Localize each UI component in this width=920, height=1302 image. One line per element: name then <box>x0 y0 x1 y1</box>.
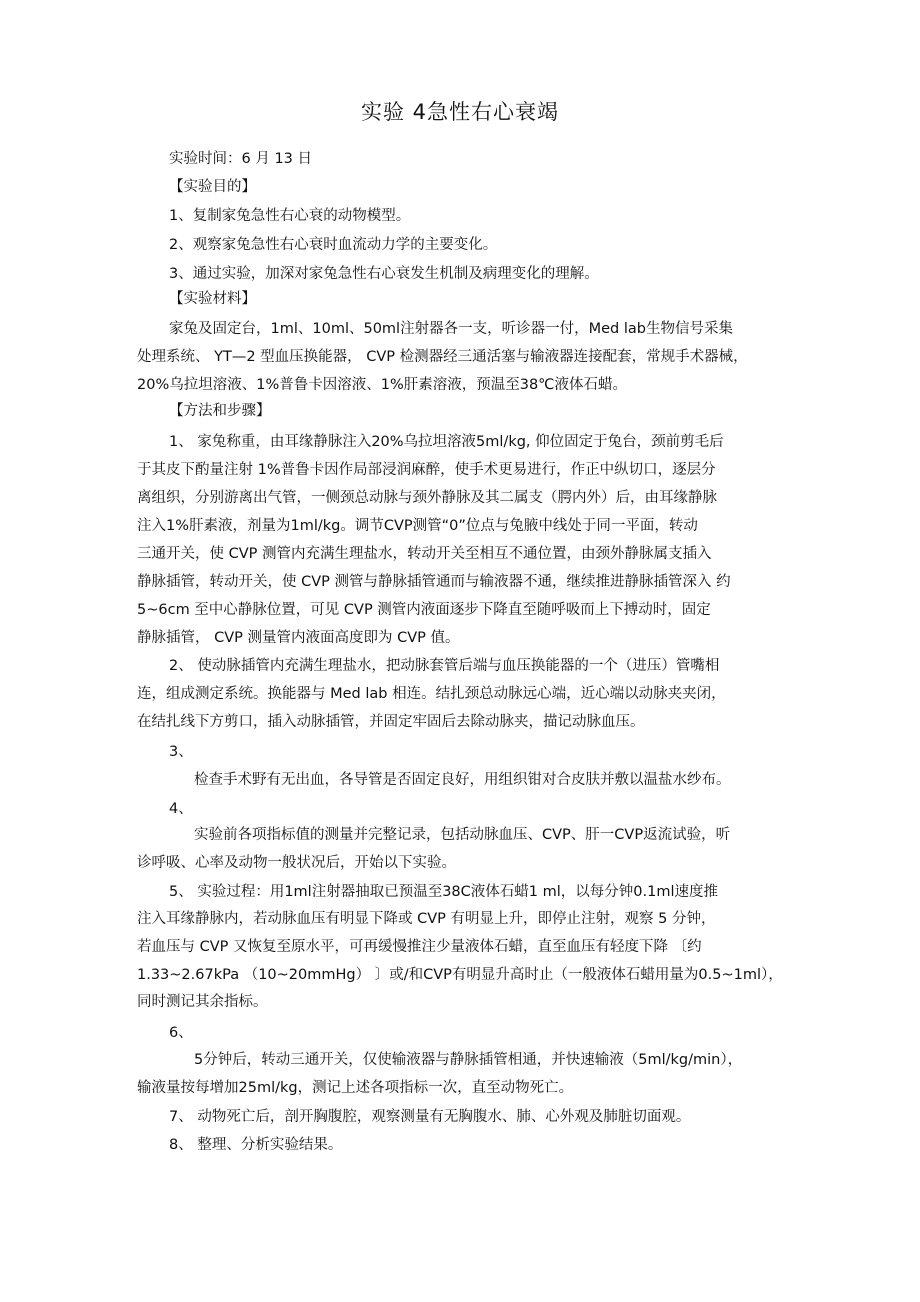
step-line: 离组织，分别游离出气管，一侧颈总动脉与颈外静脉及其二属支（腭内外）后，由耳缘静脉 <box>137 490 717 506</box>
step-line: 实验前各项指标值的测量并完整记录，包括动脉血压、CVP、肝一CVP返流试验，听 <box>194 827 731 843</box>
date-line: 实验时间：6 月 13 日 <box>169 151 313 167</box>
purpose-item: 1、复制家兔急性右心衰的动物模型。 <box>169 208 411 224</box>
step-line: 在结扎线下方剪口，插入动脉插管，并固定牢固后去除动脉夹，描记动脉血压。 <box>137 714 645 730</box>
step-line: 检查手术野有无出血，各导管是否固定良好，用组织钳对合皮肤并敷以温盐水纱布。 <box>194 772 731 788</box>
purpose-item: 3、通过实验，加深对家兔急性右心衰发生机制及病理变化的理解。 <box>169 266 599 282</box>
step-number: 3、 <box>169 744 193 760</box>
step-number: 4、 <box>169 801 193 817</box>
page-title: 实验 4急性右心衰竭 <box>360 100 560 124</box>
step-line: 静脉插管， CVP 测量管内液面高度即为 CVP 值。 <box>137 630 460 646</box>
step-line: 三通开关，使 CVP 测管内充满生理盐水，转动开关至相互不通位置，由颈外静脉属支插入 <box>137 546 712 562</box>
step-line: 5、 实验过程：用1ml注射器抽取已预温至38C液体石蜡1 ml，以每分钟0.1ml速度推 <box>169 884 718 900</box>
materials-line: 处理系统、 YT—2 型血压换能器， CVP 检测器经三通活塞与输液器连接配套，常规手术器械， <box>137 349 748 365</box>
step-line: 8、 整理、分析实验结果。 <box>169 1137 343 1153</box>
step-number: 6、 <box>169 1025 193 1041</box>
purpose-item: 2、观察家兔急性右心衰时血流动力学的主要变化。 <box>169 237 498 253</box>
section-heading-purpose: 【实验目的】 <box>169 179 256 195</box>
materials-line: 20%乌拉坦溶液、1%普鲁卡因溶液、1%肝素溶液，预温至38℃液体石蜡。 <box>137 377 627 393</box>
step-line: 1.33~2.67kPa （10~20mmHg） 〕或/和CVP有明显升高时止（一般液体石蜡用量为0.5~1ml）， <box>137 967 783 983</box>
step-line: 于其皮下酌量注射 1%普鲁卡因作局部浸润麻醉，使手术更易进行，作正中纵切口，逐层分 <box>137 462 716 478</box>
step-line: 7、 动物死亡后，剖开胸腹腔，观察测量有无胸腹水、肺、心外观及肺脏切面观。 <box>169 1109 691 1125</box>
section-heading-materials: 【实验材料】 <box>169 291 256 307</box>
step-line: 若血压与 CVP 又恢复至原水平，可再缓慢推注少量液体石蜡，直至血压有轻度下降 〔约 <box>137 939 702 955</box>
materials-line: 家兔及固定台，1ml、10ml、50ml注射器各一支，听诊器一付，Med lab生物信号采集 <box>169 321 733 337</box>
step-line: 2、 使动脉插管内充满生理盐水，把动脉套管后端与血压换能器的一个（进压）管嘴相 <box>169 658 720 674</box>
step-line: 诊呼吸、心率及动物一般状况后，开始以下实验。 <box>137 855 456 871</box>
step-line: 注入1%肝素液，剂量为1ml/kg。调节CVP测管“0”位点与兔腋中线处于同一平面，转动 <box>137 518 698 534</box>
step-line: 静脉插管，转动开关，使 CVP 测管与静脉插管通而与输液器不通，继续推进静脉插管深入 约 <box>137 574 731 590</box>
step-line: 连，组成测定系统。换能器与 Med lab 相连。结扎颈总动脉远心端，近心端以动脉夹夹闭， <box>137 686 726 702</box>
step-line: 1、 家兔称重，由耳缘静脉注入20%乌拉坦溶液5ml/kg, 仰位固定于兔台，颈前剪毛后 <box>169 434 724 450</box>
step-line: 注入耳缘静脉内，若动脉血压有明显下降或 CVP 有明显上升，即停止注射，观察 5 分钟， <box>137 911 716 927</box>
step-line: 5分钟后，转动三通开关，仅使输液器与静脉插管相通，并快速输液（5ml/kg/min）， <box>194 1052 743 1068</box>
step-line: 5~6cm 至中心静脉位置，可见 CVP 测管内液面逐步下降直至随呼吸而上下搏动时，固定 <box>137 602 711 618</box>
step-line: 同时测记其余指标。 <box>137 994 268 1010</box>
section-heading-methods: 【方法和步骤】 <box>169 403 271 419</box>
step-line: 输液量按每增加25ml/kg，测记上述各项指标一次，直至动物死亡。 <box>137 1080 574 1096</box>
